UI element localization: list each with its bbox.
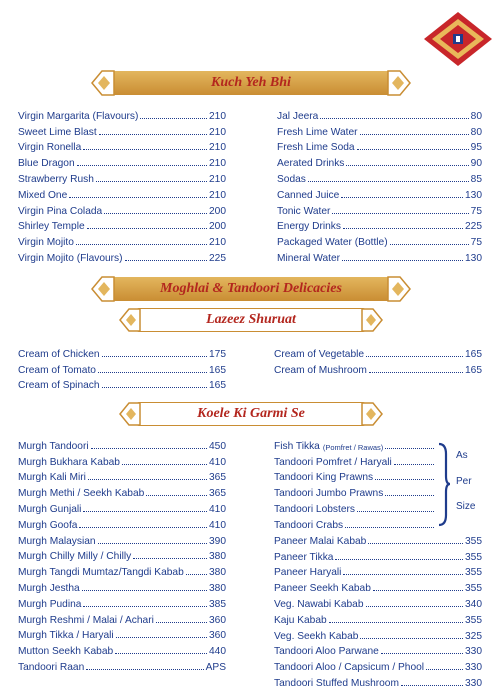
menu-item-name: Mutton Seekh Kabab — [18, 646, 114, 658]
menu-item — [18, 153, 226, 169]
menu-item-price: 355 — [465, 535, 482, 547]
menu-item-name: Cream of Tomato — [18, 364, 96, 376]
menu-item-name: Cream of Chicken — [18, 348, 100, 360]
dot-leader — [83, 511, 207, 512]
menu-item-price: 210 — [209, 158, 226, 170]
menu-item-name: Virgin Pina Colada — [18, 205, 103, 217]
menu-item — [274, 360, 482, 376]
menu-item-name: Sweet Lime Blast — [18, 126, 97, 138]
dot-leader — [366, 356, 463, 357]
menu-item-price: 210 — [209, 189, 226, 201]
menu-item-price: 410 — [209, 503, 226, 515]
menu-item-name: Shirley Temple — [18, 221, 85, 233]
menu-item-name: Canned Juice — [277, 189, 340, 201]
menu-item-price: 210 — [209, 173, 226, 185]
menu-item-price: 210 — [209, 237, 226, 249]
menu-item-name: Murgh Methi / Seekh Kabab — [18, 488, 145, 500]
menu-item-price: 360 — [209, 614, 226, 626]
menu-item — [18, 641, 226, 657]
menu-item — [18, 578, 226, 594]
dot-leader — [342, 260, 463, 261]
menu-item-price: 200 — [209, 221, 226, 233]
menu-item-price: 340 — [465, 598, 482, 610]
dot-leader — [329, 622, 463, 623]
dot-leader — [368, 543, 463, 544]
menu-item-price: 90 — [470, 158, 482, 170]
dot-leader — [385, 495, 434, 496]
menu-item — [274, 515, 436, 531]
menu-item-price: 75 — [470, 205, 482, 217]
section-title-kuch: Kuch Yeh Bhi — [211, 75, 291, 90]
menu-item — [274, 452, 436, 468]
menu-item — [277, 201, 482, 217]
as-per-size-note: As Per Size — [456, 450, 476, 512]
dot-leader — [186, 574, 207, 575]
menu-item — [274, 547, 482, 563]
menu-item-price: 210 — [209, 110, 226, 122]
menu-item-name: Veg. Seekh Kabab — [274, 630, 359, 642]
dot-leader — [426, 669, 463, 670]
dot-leader — [357, 511, 434, 512]
brace-icon — [437, 442, 451, 527]
menu-item — [18, 376, 226, 392]
seafood-list — [274, 436, 436, 531]
menu-item-name: Virgin Mojito (Flavours) — [18, 252, 123, 264]
dot-leader — [91, 448, 207, 449]
menu-item — [274, 673, 482, 689]
menu-item-name: Mineral Water — [277, 252, 341, 264]
dot-leader — [102, 356, 207, 357]
menu-item-name: Tandoori Crabs — [274, 519, 344, 531]
dot-leader — [146, 495, 207, 496]
dot-leader — [82, 590, 207, 591]
menu-item — [277, 217, 482, 233]
dot-leader — [360, 638, 463, 639]
menu-item-name: Tandoori Aloo Parwane — [274, 646, 379, 658]
dot-leader — [341, 197, 463, 198]
menu-item-name: Blue Dragon — [18, 158, 75, 170]
menu-item — [18, 626, 226, 642]
menu-item — [18, 531, 226, 547]
menu-item — [18, 248, 226, 264]
menu-item-price: 360 — [209, 630, 226, 642]
menu-item-price: 330 — [465, 677, 482, 689]
dot-leader — [96, 181, 207, 182]
menu-item — [274, 578, 482, 594]
menu-item — [18, 483, 226, 499]
menu-item-price: 175 — [209, 348, 226, 360]
menu-item-name: Veg. Nawabi Kabab — [274, 598, 364, 610]
menu-item-price: 380 — [209, 567, 226, 579]
menu-item-price: 330 — [465, 662, 482, 674]
menu-item — [18, 468, 226, 484]
menu-item — [18, 169, 226, 185]
menu-item-price: 450 — [209, 440, 226, 452]
dot-leader — [369, 372, 463, 373]
menu-item-price: APS — [205, 661, 226, 673]
dot-leader — [373, 590, 463, 591]
menu-item-price: 365 — [209, 488, 226, 500]
restaurant-logo — [422, 10, 494, 68]
menu-item-name: Murgh Reshmi / Malai / Achari — [18, 614, 154, 626]
menu-item — [18, 594, 226, 610]
menu-item — [277, 106, 482, 122]
section-title-moghlai: Moghlai & Tandoori Delicacies — [160, 281, 342, 296]
menu-item-price: 380 — [209, 582, 226, 594]
menu-item-price: 165 — [465, 364, 482, 376]
soups-list-right — [274, 344, 482, 376]
menu-item — [274, 610, 482, 626]
menu-item — [274, 594, 482, 610]
menu-item — [18, 185, 226, 201]
menu-item-price: 365 — [209, 472, 226, 484]
menu-item — [274, 563, 482, 579]
menu-item — [18, 344, 226, 360]
menu-item-price: 410 — [209, 456, 226, 468]
menu-item — [274, 483, 436, 499]
menu-item-name: Murgh Chilly Milly / Chilly — [18, 551, 132, 563]
menu-item — [277, 138, 482, 154]
menu-item — [274, 468, 436, 484]
section-banner-kuch — [90, 68, 412, 98]
menu-item — [18, 436, 226, 452]
menu-item — [274, 344, 482, 360]
dot-leader — [87, 228, 207, 229]
menu-item-price: 75 — [470, 237, 482, 249]
dot-leader — [401, 685, 463, 686]
menu-item — [274, 531, 482, 547]
menu-item — [18, 657, 226, 673]
menu-item-price: 385 — [209, 598, 226, 610]
dot-leader — [88, 479, 207, 480]
dot-leader — [140, 118, 207, 119]
tandoor-list-right — [274, 531, 482, 689]
menu-item-name: Tandoori Aloo / Capsicum / Phool — [274, 662, 425, 674]
dot-leader — [360, 134, 469, 135]
dot-leader — [98, 543, 207, 544]
menu-item — [18, 232, 226, 248]
dot-leader — [83, 606, 207, 607]
menu-item-name: Fresh Lime Soda — [277, 142, 355, 154]
dot-leader — [98, 372, 207, 373]
menu-item-price: 390 — [209, 535, 226, 547]
dot-leader — [335, 559, 463, 560]
menu-item — [18, 201, 226, 217]
menu-item-price: 210 — [209, 126, 226, 138]
menu-item-name: Virgin Mojito — [18, 237, 74, 249]
menu-item — [274, 436, 436, 452]
menu-item — [277, 122, 482, 138]
menu-item-price: 95 — [470, 142, 482, 154]
menu-item-name: Murgh Jestha — [18, 582, 80, 594]
menu-item — [18, 515, 226, 531]
menu-item-price: 325 — [465, 630, 482, 642]
dot-leader — [133, 558, 207, 559]
menu-item-price: 355 — [465, 614, 482, 626]
dot-leader — [345, 527, 434, 528]
tandoor-list-left — [18, 436, 226, 673]
menu-item-price: 410 — [209, 519, 226, 531]
menu-item-price: 130 — [465, 252, 482, 264]
dot-leader — [390, 244, 469, 245]
menu-item-price: 225 — [465, 221, 482, 233]
menu-item-name: Tonic Water — [277, 205, 331, 217]
menu-item — [277, 248, 482, 264]
menu-item — [18, 122, 226, 138]
menu-item — [18, 360, 226, 376]
menu-item-name: Energy Drinks — [277, 221, 341, 233]
menu-item-name: Sodas — [277, 173, 306, 185]
section-banner-lazeez — [118, 306, 384, 334]
dot-leader — [116, 637, 207, 638]
dot-leader — [375, 479, 434, 480]
dot-leader — [381, 653, 463, 654]
dot-leader — [394, 464, 434, 465]
menu-item-name: Murgh Gunjali — [18, 503, 82, 515]
menu-item-name: Murgh Bukhara Kabab — [18, 456, 120, 468]
dot-leader — [357, 149, 469, 150]
menu-item — [18, 217, 226, 233]
menu-item-name: Tandoori Jumbo Prawns — [274, 488, 384, 500]
menu-item — [18, 138, 226, 154]
menu-item-price: 80 — [470, 126, 482, 138]
section-title-lazeez: Lazeez Shuruat — [206, 312, 296, 327]
soups-list-left — [18, 344, 226, 391]
menu-item — [274, 657, 482, 673]
menu-item-price: 440 — [209, 646, 226, 658]
menu-item-name: Jal Jeera — [277, 110, 319, 122]
menu-item-price: 165 — [209, 380, 226, 392]
menu-item-price: 330 — [465, 646, 482, 658]
menu-item-name: Tandoori Stuffed Mushroom — [274, 677, 399, 689]
dot-leader — [385, 448, 434, 449]
dot-leader — [366, 606, 464, 607]
menu-item-price: 165 — [465, 348, 482, 360]
menu-item-name: Virgin Margarita (Flavours) — [18, 110, 139, 122]
menu-item-name: Murgh Kali Miri — [18, 472, 86, 484]
dot-leader — [86, 669, 203, 670]
menu-item-name: Aerated Drinks — [277, 158, 345, 170]
menu-item-name: Packaged Water (Bottle) — [277, 237, 388, 249]
menu-item-name: Murgh Tangdi Mumtaz/Tangdi Kabab — [18, 567, 184, 579]
menu-item — [18, 547, 226, 563]
menu-item-name: Paneer Haryali — [274, 567, 342, 579]
menu-item-name: Paneer Tikka — [274, 551, 334, 563]
dot-leader — [99, 134, 207, 135]
menu-item-price: 355 — [465, 551, 482, 563]
menu-item-price: 210 — [209, 142, 226, 154]
dot-leader — [156, 622, 207, 623]
menu-item-name: Murgh Pudina — [18, 598, 82, 610]
dot-leader — [346, 165, 468, 166]
dot-leader — [343, 574, 463, 575]
menu-item-name: Tandoori King Prawns — [274, 472, 374, 484]
dot-leader — [104, 213, 207, 214]
menu-item — [277, 185, 482, 201]
menu-item-name: Paneer Malai Kabab — [274, 535, 367, 547]
menu-item-name: Paneer Seekh Kabab — [274, 583, 371, 595]
menu-item-name: Fish Tikka — [274, 440, 320, 452]
menu-item-price: 355 — [465, 567, 482, 579]
menu-item-name: Virgin Ronella — [18, 142, 82, 154]
section-banner-koele — [118, 400, 384, 428]
dot-leader — [69, 197, 207, 198]
menu-item — [18, 499, 226, 515]
dot-leader — [77, 165, 207, 166]
menu-item-name: Murgh Goofa — [18, 519, 78, 531]
dot-leader — [102, 387, 207, 388]
menu-item-name: Murgh Tandoori — [18, 440, 89, 452]
menu-item-name: Tandoori Lobsters — [274, 503, 355, 515]
dot-leader — [115, 653, 207, 654]
drinks-list-left — [18, 106, 226, 264]
dot-leader — [308, 181, 469, 182]
menu-item — [18, 106, 226, 122]
menu-item — [277, 232, 482, 248]
menu-item-price: 225 — [209, 252, 226, 264]
menu-item-note: (Pomfret / Rawas) — [322, 442, 384, 452]
dot-leader — [79, 527, 207, 528]
menu-item-price: 355 — [465, 583, 482, 595]
menu-item-price: 130 — [465, 189, 482, 201]
dot-leader — [83, 149, 207, 150]
menu-item-price: 165 — [209, 364, 226, 376]
menu-item — [277, 169, 482, 185]
drinks-list-right — [277, 106, 482, 264]
menu-item-name: Murgh Malaysian — [18, 535, 96, 547]
dot-leader — [76, 244, 207, 245]
menu-item-name: Mixed One — [18, 189, 68, 201]
dot-leader — [320, 118, 468, 119]
dot-leader — [125, 260, 207, 261]
menu-item — [274, 626, 482, 642]
menu-item-name: Murgh Tikka / Haryali — [18, 630, 114, 642]
menu-item — [274, 499, 436, 515]
menu-item-price: 80 — [470, 110, 482, 122]
menu-item-name: Cream of Mushroom — [274, 364, 367, 376]
menu-item — [18, 610, 226, 626]
menu-item-name: Cream of Spinach — [18, 380, 100, 392]
menu-item-price: 85 — [470, 173, 482, 185]
section-title-koele: Koele Ki Garmi Se — [197, 406, 305, 421]
menu-item-name: Cream of Vegetable — [274, 348, 365, 360]
menu-item-name: Fresh Lime Water — [277, 126, 358, 138]
menu-item — [274, 642, 482, 658]
menu-item — [277, 153, 482, 169]
menu-item — [18, 562, 226, 578]
menu-item — [18, 452, 226, 468]
dot-leader — [343, 228, 463, 229]
section-banner-moghlai — [90, 274, 412, 304]
menu-item-price: 380 — [209, 551, 226, 563]
menu-item-name: Kaju Kabab — [274, 614, 327, 626]
menu-item-name: Tandoori Pomfret / Haryali — [274, 456, 392, 468]
dot-leader — [122, 464, 207, 465]
menu-item-name: Tandoori Raan — [18, 661, 85, 673]
dot-leader — [332, 213, 468, 214]
menu-item-price: 200 — [209, 205, 226, 217]
menu-item-name: Strawberry Rush — [18, 173, 94, 185]
